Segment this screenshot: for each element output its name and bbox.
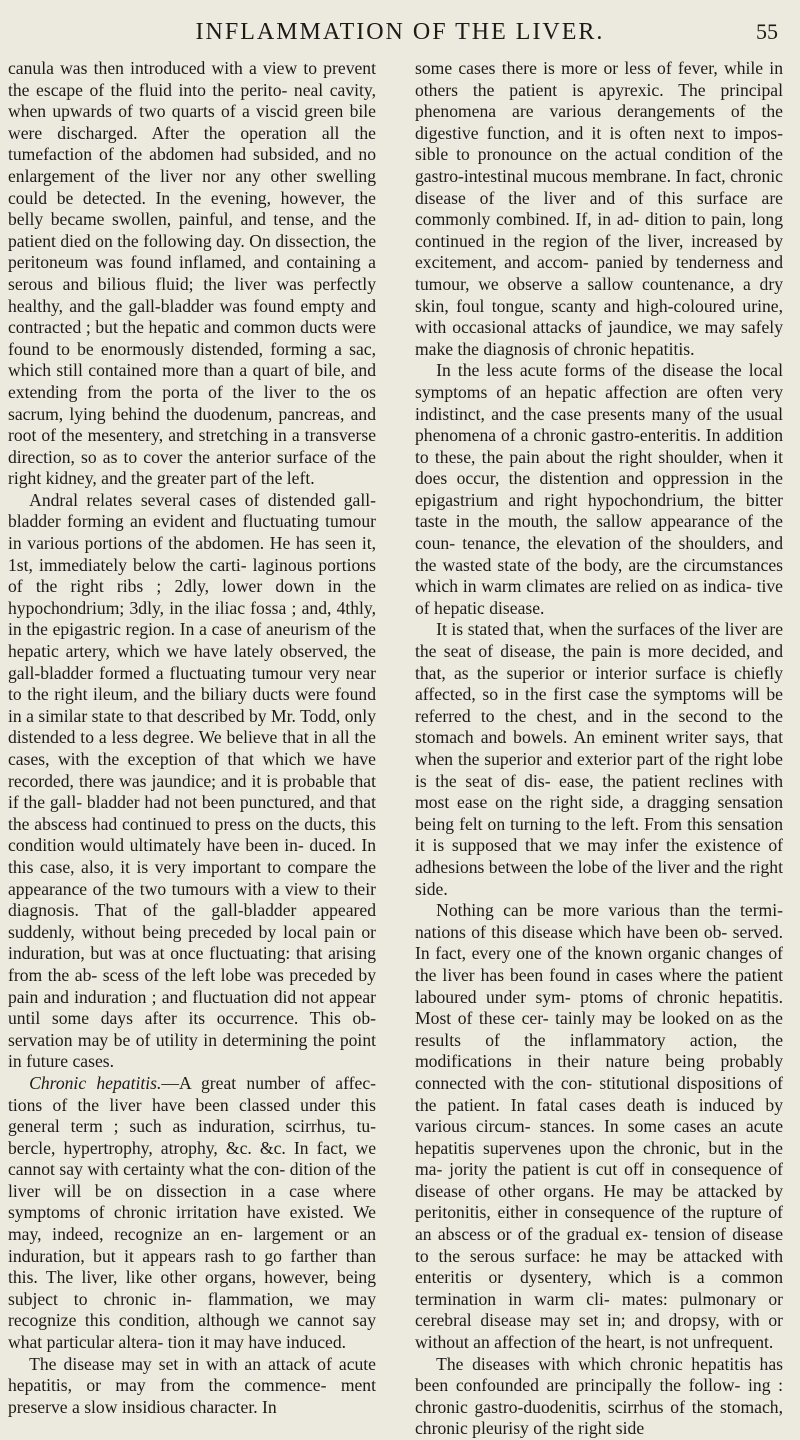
paragraph: Nothing can be more various than the termi- nations of this disease which have been ob- served. In fact, every one of the known organic changes of the liver has been found in cases where the patient laboured under sym- ptoms of chronic hepatitis. Most of these cer- tainly may be looked on as the results of the inflammatory action, the modifications in their nature being probably connected with the con- stitutional dispositions of the patient. In fatal cases death is induced by various circum- stances. In some cases an acute hepatitis supervenes upon the chronic, but in the ma- jority the patient is cut off in consequence of disease of other organs. He may be attacked by peritonitis, either in consequence of the rupture of an abscess or of the gradual ex- tension of disease to the serous surface: he may be attacked with enteritis or dysentery, which is a common termination in warm cli- mates: pulmonary or cerebral disease may set in; and dropsy, with or without an affection of the heart, is not unfrequent. <box>415 900 783 1353</box>
left-column <box>8 58 376 1417</box>
paragraph: The disease may set in with an attack of acute hepatitis, or may from the commence- ment preserve a slow insidious character. In <box>8 1353 376 1417</box>
right-column <box>415 58 783 1439</box>
paragraph-text: —A great number of affec- tions of the liver have been classed under this general term ; such as induration, scirrhus, tu- bercle, hypertrophy, atrophy, &c. &c. In fact, we cannot say with certainty what the con- dition of the liver will be on dissection in a case where symptoms of chronic irritation have existed. We may, indeed, recognize an en- largement or an induration, but it appears rash to go farther than this. The liver, like other organs, however, being subject to chronic in- flammation, we may recognize this condition, although we cannot say what particular altera- tion it may have induced. <box>8 1072 376 1353</box>
paragraph: some cases there is more or less of fever, while in others the patient is apyrexic. The principal phenomena are various derangements of the digestive function, and it is often next to impos- sible to pronounce on the actual condition of the gastro-intestinal mucous membrane. In fact, chronic disease of the liver and of this surface are commonly combined. If, in ad- dition to pain, long continued in the region of the liver, increased by excitement, and accom- panied by tenderness and tumour, we observe a sallow countenance, a dry skin, foul tongue, scanty and high-coloured urine, with occasional attacks of jaundice, we may safely make the diagnosis of chronic hepatitis. <box>415 58 783 359</box>
running-title: INFLAMMATION OF THE LIVER. <box>195 19 605 45</box>
paragraph: It is stated that, when the surfaces of the liver are the seat of disease, the pain is more decided, and that, as the superior or interior surface is chiefly affected, so in the first case the symptoms will be referred to the chest, and in the second to the stomach and bowels. An eminent writer says, that when the superior and exterior part of the right lobe is the seat of dis- ease, the patient reclines with most ease on the right side, a dragging sensation being felt on turning to the left. From this sensation it is supposed that we may infer the existence of adhesions between the lobe of the liver and the right side. <box>415 619 783 899</box>
paragraph-chronic-hepatitis <box>8 1073 376 1354</box>
paragraph: The diseases with which chronic hepatitis has been confounded are principally the follow- ing : chronic gastro-duodenitis, scirrhus of the stomach, chronic pleurisy of the right side <box>415 1353 783 1439</box>
paragraph: canula was then introduced with a view to prevent the escape of the fluid into the perito- neal cavity, when upwards of two quarts of a viscid green bile were discharged. After the operation all the tumefaction of the abdomen had subsided, and no enlargement of the liver nor any other swelling could be detected. In the evening, however, the belly became swollen, painful, and tense, and the patient died on the following day. On dissection, the peritoneum was found inflamed, and containing a serous and bilious fluid; the liver was perfectly healthy, and the gall-bladder was found empty and contracted ; but the hepatic and common ducts were found to be enormously distended, forming a sac, which still contained more than a quart of bile, and extending from the porta of the liver to the os sacrum, lying behind the duodenum, pancreas, and root of the mesentery, and stretching in a transverse direction, so as to cover the anterior surface of the right kidney, and the greater part of the left. <box>8 58 376 489</box>
paragraph: In the less acute forms of the disease the local symptoms of an hepatic affection are often very indistinct, and the case presents many of the usual phenomena of a chronic gastro-enteritis. In addition to these, the pain about the right shoulder, when it does occur, the distention and oppression in the epigastrium and right hypochondrium, the bitter taste in the mouth, the sallow appearance of the coun- tenance, the elevation of the shoulders, and the wasted state of the body, are the circumstances which in warm climates are relied on as indica- tive of hepatic disease. <box>415 360 783 618</box>
section-lead: Chronic hepatitis. <box>29 1072 162 1093</box>
page-number: 55 <box>756 19 778 44</box>
paragraph: Andral relates several cases of distended gall- bladder forming an evident and fluctuating tumour in various portions of the abdomen. He has seen it, 1st, immediately below the carti- laginous portions of the right ribs ; 2dly, lower down in the hypochondrium; 3dly, in the iliac fossa ; and, 4thly, in the epigastric region. In a case of aneurism of the hepatic artery, which we have lately observed, the gall-bladder formed a fluctuating tumour very near to the right ileum, and the biliary ducts were found in a similar state to that described by Mr. Todd, only distended to a less degree. We believe that in all the cases, with the exception of that which we have recorded, there was jaundice; and it is probable that if the gall- bladder had not been punctured, and that the abscess had continued to press on the ducts, this condition would ultimately have been in- duced. In this case, also, it is very important to compare the appearance of the two tumours with a view to their diagnosis. That of the gall-bladder appeared suddenly, without being preceded by local pain or induration, but was at once fluctuating: that arising from the ab- scess of the left lobe was preceded by pain and induration ; and fluctuation did not appear until some days after its occurrence. This ob- servation may be of utility in determining the point in future cases. <box>8 489 376 1072</box>
running-head <box>0 14 800 50</box>
